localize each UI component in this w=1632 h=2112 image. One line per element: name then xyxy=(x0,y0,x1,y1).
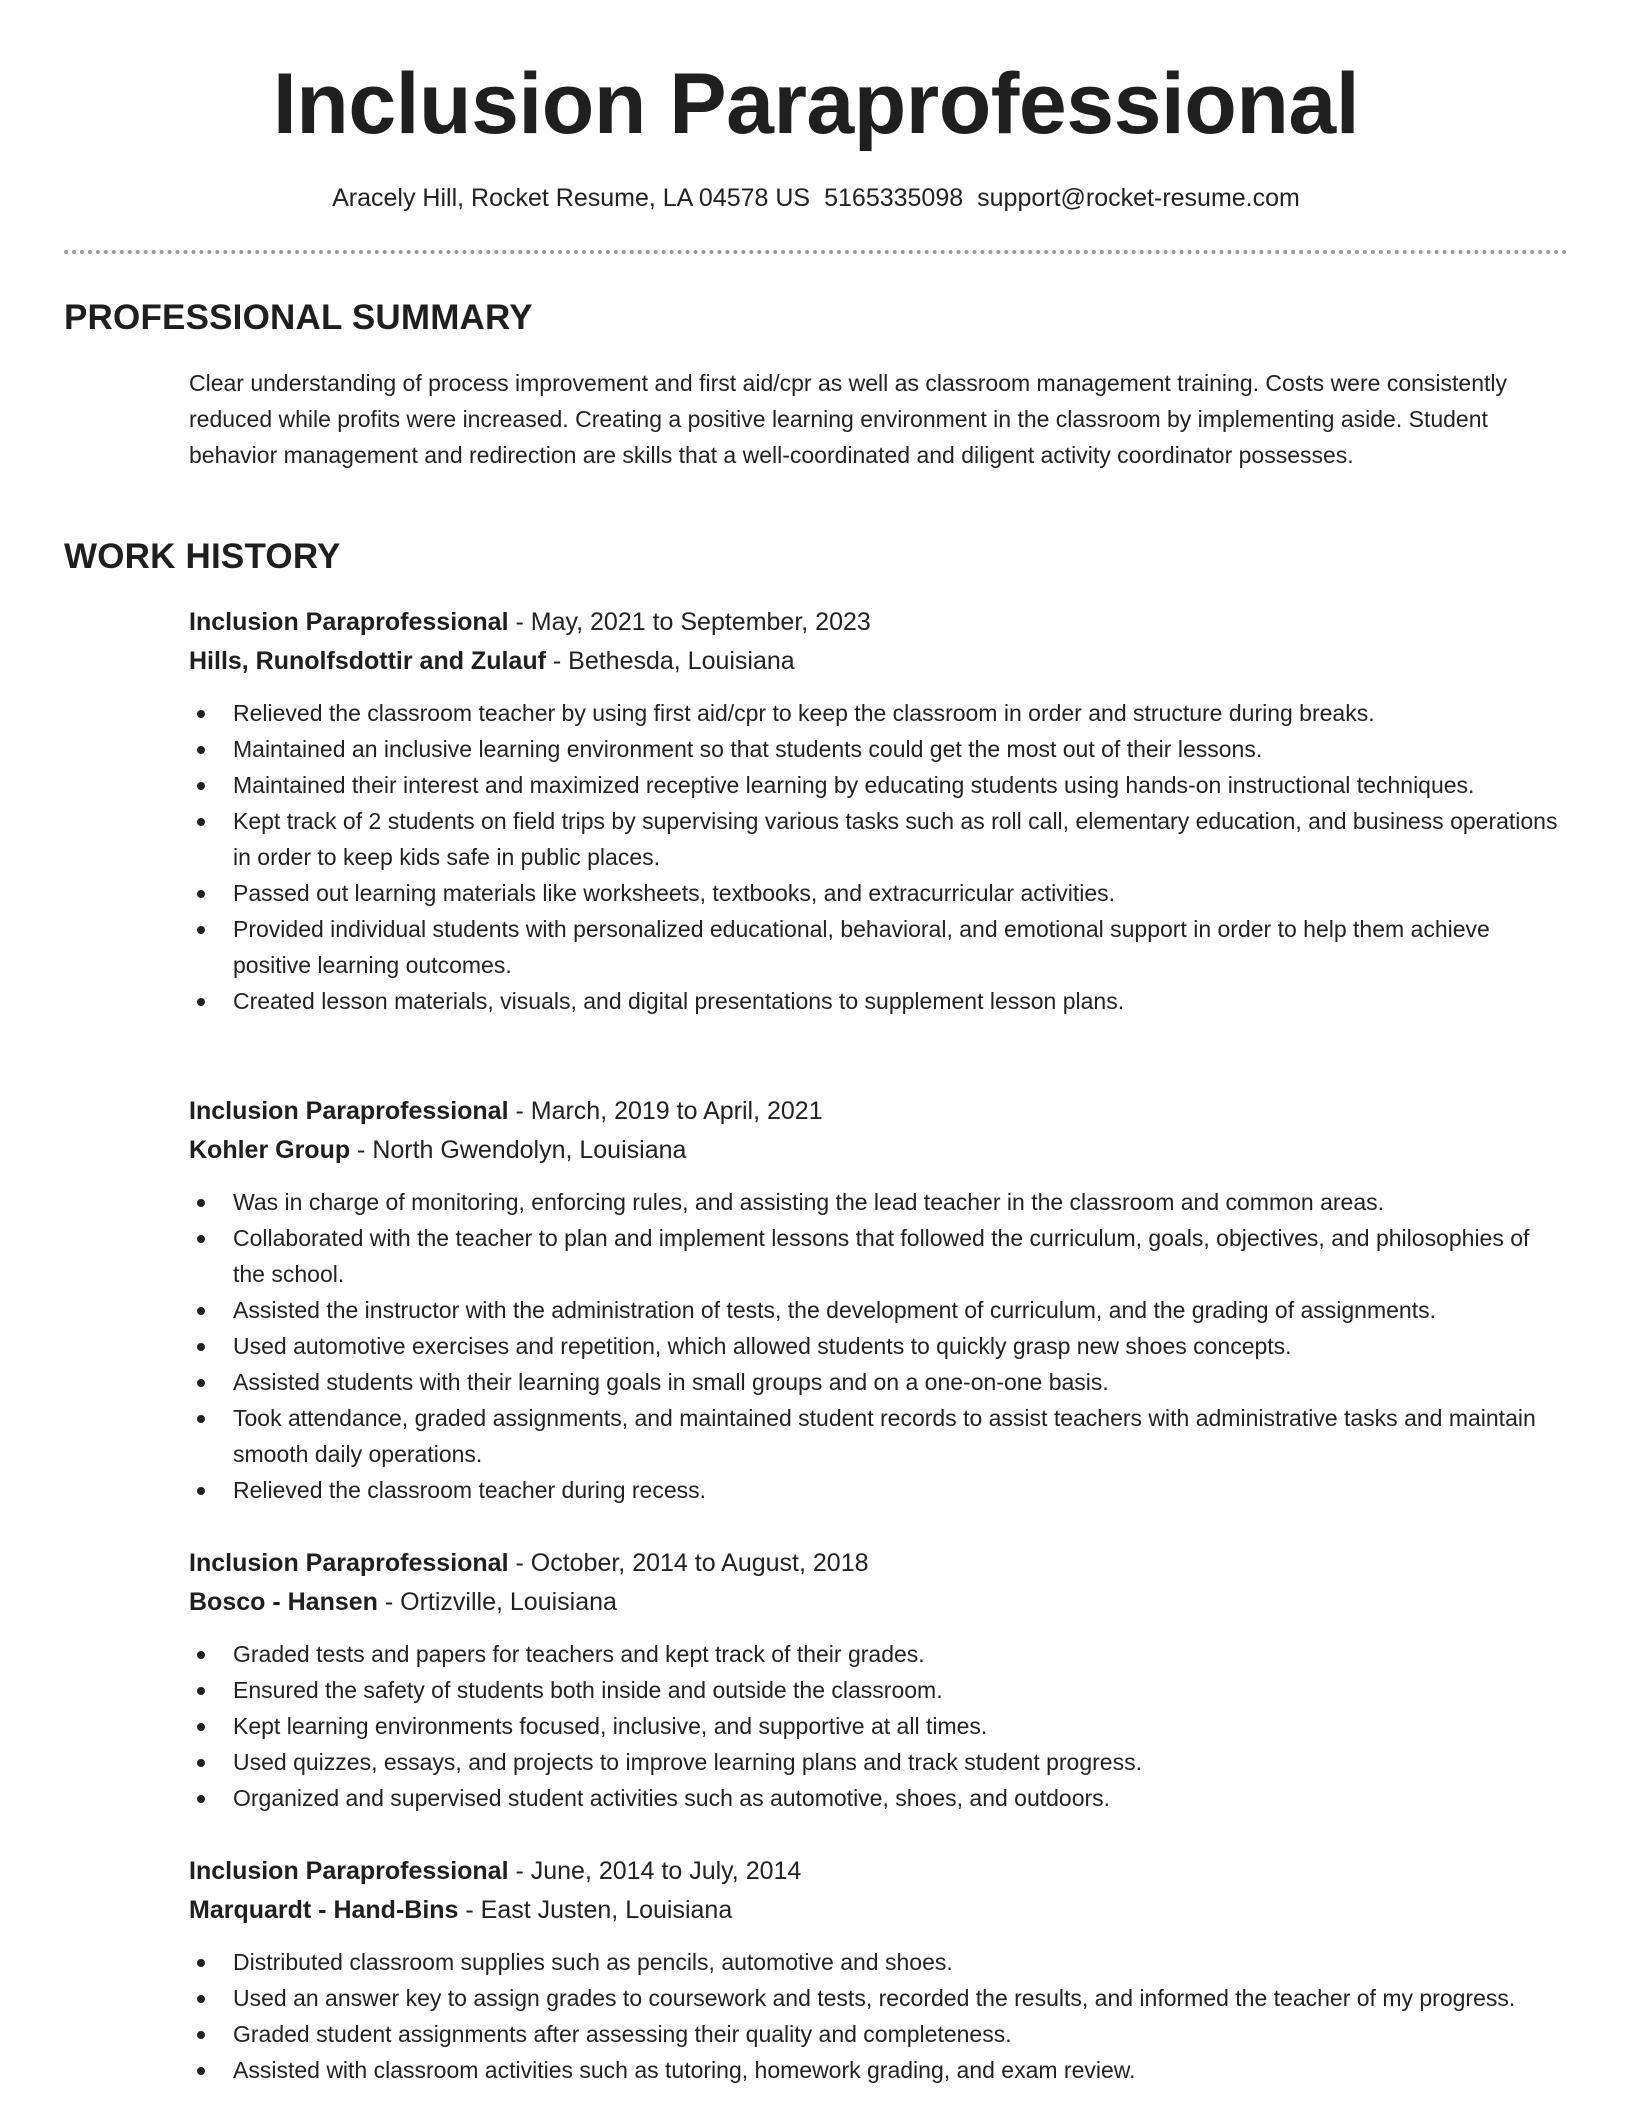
job-location: - East Justen, Louisiana xyxy=(458,1896,733,1924)
job-entry xyxy=(189,1544,1559,1816)
job-entry xyxy=(189,603,1559,1019)
bullet-item: Collaborated with the teacher to plan and implement lessons that followed the curriculum, goals, objectives, and philosophies of the school. xyxy=(189,1220,1559,1292)
bullet-item: Distributed classroom supplies such as pencils, automotive and shoes. xyxy=(189,1944,1559,1980)
contact-line xyxy=(0,180,1632,216)
job-title-line xyxy=(189,1544,1559,1583)
bullet-item: Kept track of 2 students on field trips by supervising various tasks such as roll call, elementary education, and business operations in order to keep kids safe in public places. xyxy=(189,803,1559,875)
job-title: Inclusion Paraprofessional xyxy=(189,1857,509,1885)
job-company: Hills, Runolfsdottir and Zulauf xyxy=(189,647,546,675)
summary-text: Clear understanding of process improvement and first aid/cpr as well as classroom management training. Costs were consistently reduced while profits were increased. Creating a positive learning environment in the classroom by implementing aside. Student behavior management and redirection are skills that a well-coordinated and diligent activity coordinator possesses. xyxy=(189,370,1507,468)
job-company: Marquardt - Hand-Bins xyxy=(189,1896,459,1924)
job-entry xyxy=(189,1092,1559,1508)
contact-phone: 5165335098 xyxy=(824,184,964,212)
bullet-item: Organized and supervised student activities such as automotive, shoes, and outdoors. xyxy=(189,1780,1559,1816)
job-company-line xyxy=(189,1891,1559,1930)
bullet-item: Created lesson materials, visuals, and digital presentations to supplement lesson plans. xyxy=(189,983,1559,1019)
bullet-item: Assisted with classroom activities such as tutoring, homework grading, and exam review. xyxy=(189,2052,1559,2088)
job-location: - North Gwendolyn, Louisiana xyxy=(350,1136,687,1164)
bullet-item: Graded student assignments after assessing their quality and completeness. xyxy=(189,2016,1559,2052)
bullet-item: Used automotive exercises and repetition, which allowed students to quickly grasp new shoes concepts. xyxy=(189,1328,1559,1364)
job-location: - Ortizville, Louisiana xyxy=(377,1588,617,1616)
job-bullets xyxy=(189,1184,1559,1508)
bullet-item: Provided individual students with personalized educational, behavioral, and emotional support in order to help them achieve positive learning outcomes. xyxy=(189,911,1559,983)
job-entry xyxy=(189,1852,1559,2088)
job-title-line xyxy=(189,1852,1559,1891)
bullet-item: Graded tests and papers for teachers and kept track of their grades. xyxy=(189,1636,1559,1672)
header-divider xyxy=(64,250,1568,254)
job-company: Kohler Group xyxy=(189,1136,351,1164)
job-title: Inclusion Paraprofessional xyxy=(189,608,509,636)
bullet-item: Maintained their interest and maximized receptive learning by educating students using hands-on instructional techniques. xyxy=(189,767,1559,803)
job-title: Inclusion Paraprofessional xyxy=(189,1097,509,1125)
job-dates: - October, 2014 to August, 2018 xyxy=(508,1549,869,1577)
summary-heading: PROFESSIONAL SUMMARY xyxy=(64,298,533,337)
bullet-item: Passed out learning materials like worksheets, textbooks, and extracurricular activities. xyxy=(189,875,1559,911)
job-dates: - May, 2021 to September, 2023 xyxy=(508,608,871,636)
bullet-item: Used an answer key to assign grades to coursework and tests, recorded the results, and informed the teacher of my progress. xyxy=(189,1980,1559,2016)
bullet-item: Took attendance, graded assignments, and maintained student records to assist teachers with administrative tasks and maintain smooth daily operations. xyxy=(189,1400,1559,1472)
bullet-item: Maintained an inclusive learning environment so that students could get the most out of their lessons. xyxy=(189,731,1559,767)
job-bullets xyxy=(189,1944,1559,2088)
job-company-line xyxy=(189,1131,1559,1170)
job-title-line xyxy=(189,1092,1559,1131)
bullet-item: Assisted students with their learning goals in small groups and on a one-on-one basis. xyxy=(189,1364,1559,1400)
job-bullets xyxy=(189,695,1559,1019)
job-dates: - March, 2019 to April, 2021 xyxy=(508,1097,823,1125)
job-dates: - June, 2014 to July, 2014 xyxy=(508,1857,802,1885)
job-location: - Bethesda, Louisiana xyxy=(545,647,795,675)
bullet-item: Was in charge of monitoring, enforcing rules, and assisting the lead teacher in the classroom and common areas. xyxy=(189,1184,1559,1220)
bullet-item: Relieved the classroom teacher by using first aid/cpr to keep the classroom in order and structure during breaks. xyxy=(189,695,1559,731)
job-title: Inclusion Paraprofessional xyxy=(189,1549,509,1577)
job-title-line xyxy=(189,603,1559,642)
job-company-line xyxy=(189,642,1559,681)
bullet-item: Relieved the classroom teacher during recess. xyxy=(189,1472,1559,1508)
job-company: Bosco - Hansen xyxy=(189,1588,378,1616)
job-company-line xyxy=(189,1583,1559,1622)
job-bullets xyxy=(189,1636,1559,1816)
contact-address: Aracely Hill, Rocket Resume, LA 04578 US xyxy=(332,184,811,212)
bullet-item: Kept learning environments focused, inclusive, and supportive at all times. xyxy=(189,1708,1559,1744)
bullet-item: Assisted the instructor with the administration of tests, the development of curriculum, and the grading of assignments. xyxy=(189,1292,1559,1328)
resume-title: Inclusion Paraprofessional xyxy=(272,56,1360,152)
contact-email: support@rocket-resume.com xyxy=(977,184,1300,212)
work-history-heading: WORK HISTORY xyxy=(64,537,341,576)
bullet-item: Ensured the safety of students both inside and outside the classroom. xyxy=(189,1672,1559,1708)
bullet-item: Used quizzes, essays, and projects to improve learning plans and track student progress. xyxy=(189,1744,1559,1780)
